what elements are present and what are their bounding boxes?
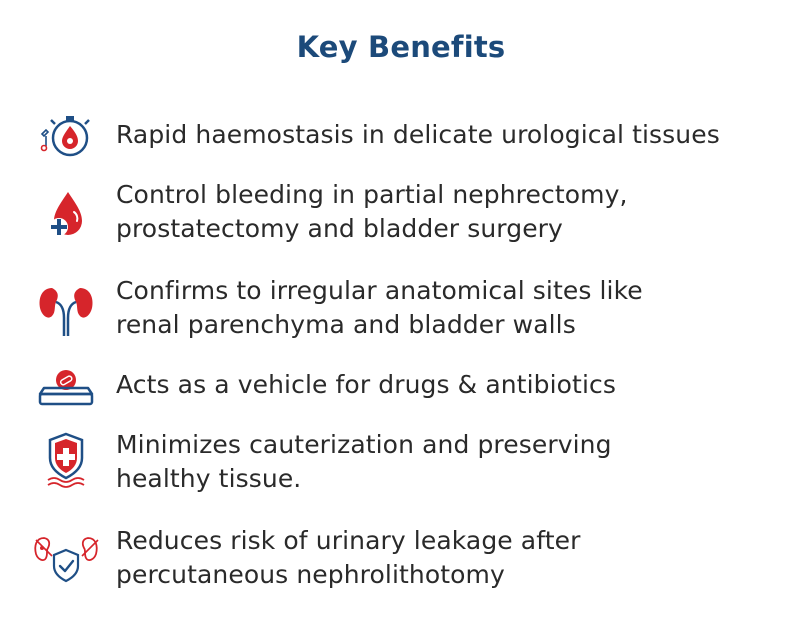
stopwatch-icon — [30, 106, 102, 166]
benefit-text-line: healthy tissue. — [116, 464, 302, 493]
benefit-text-line: Reduces risk of urinary leakage after — [116, 526, 581, 555]
blood-drop-plus-icon — [30, 186, 102, 246]
benefit-text-line: Control bleeding in partial nephrectomy, — [116, 180, 628, 209]
benefit-text-line: Minimizes cauterization and preserving — [116, 430, 612, 459]
medical-shield-icon — [30, 430, 102, 490]
page-title: Key Benefits — [296, 30, 506, 64]
benefit-text-line: Acts as a vehicle for drugs & antibiotics — [116, 370, 616, 399]
benefit-text-line: renal parenchyma and bladder walls — [116, 310, 576, 339]
benefit-text-line: percutaneous nephrolithotomy — [116, 560, 505, 589]
benefit-text-line: Confirms to irregular anatomical sites like — [116, 276, 643, 305]
drug-tray-icon — [30, 358, 102, 418]
benefit-text-line: prostatectomy and bladder surgery — [116, 214, 563, 243]
benefit-text-line: Rapid haemostasis in delicate urological tissues — [116, 120, 720, 149]
kidney-shield-check-icon — [30, 530, 102, 590]
kidneys-icon — [30, 280, 102, 340]
